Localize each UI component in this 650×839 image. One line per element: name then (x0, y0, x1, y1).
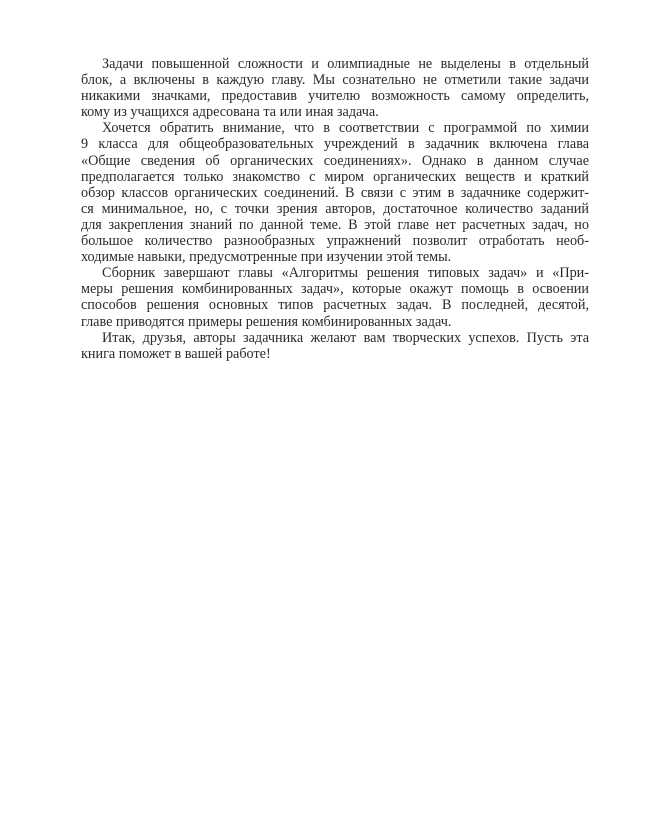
text-line: кому из учащихся адресована та или иная задача. (81, 104, 379, 121)
text-line: Задачи повышенной сложности и олимпиадные не выделены в отдельный (102, 56, 589, 72)
text-line: обзор классов органических соединений. В связи с этим в задачнике содержит- (81, 184, 589, 201)
text-line: Хочется обратить внимание, что в соответствии с программой по химии (102, 120, 589, 137)
text-line: Сборник завершают главы «Алгоритмы решения типовых задач» и «При- (102, 265, 589, 282)
text-line: Итак, друзья, авторы задачника желают вам творческих успехов. Пусть эта (102, 329, 589, 346)
text-line: меры решения комбинированных задач», которые окажут помощь в освоении (81, 281, 589, 298)
text-line: 9 класса для общеобразовательных учреждений в задачник включена глава (81, 136, 589, 153)
text-line: книга поможет в вашей работе! (81, 345, 271, 362)
text-line: «Общие сведения об органических соединениях». Однако в данном случае (81, 152, 589, 169)
text-line: ходимые навыки, предусмотренные при изучении этой темы. (81, 249, 452, 266)
text-line: ся минимальное, но, с точки зрения авторов, достаточное количество заданий (81, 200, 589, 217)
paragraph-2 (81, 120, 589, 265)
document-page (81, 56, 589, 362)
text-line: главе приводятся примеры решения комбинированных задач. (81, 313, 452, 330)
text-line: большое количество разнообразных упражнений позволит отработать необ- (81, 233, 589, 250)
text-line: предполагается только знакомство с миром органических веществ и краткий (81, 168, 589, 185)
text-line: никакими значками, предоставив учителю возможность самому определить, (81, 88, 589, 105)
text-line: для закрепления знаний по данной теме. В этой главе нет расчетных задач, но (81, 216, 589, 233)
text-line: блок, а включены в каждую главу. Мы сознательно не отметили такие задачи (81, 72, 589, 89)
paragraph-4 (81, 330, 589, 362)
paragraph-1 (81, 56, 589, 120)
text-line: способов решения основных типов расчетных задач. В последней, десятой, (81, 297, 589, 314)
paragraph-3 (81, 265, 589, 329)
